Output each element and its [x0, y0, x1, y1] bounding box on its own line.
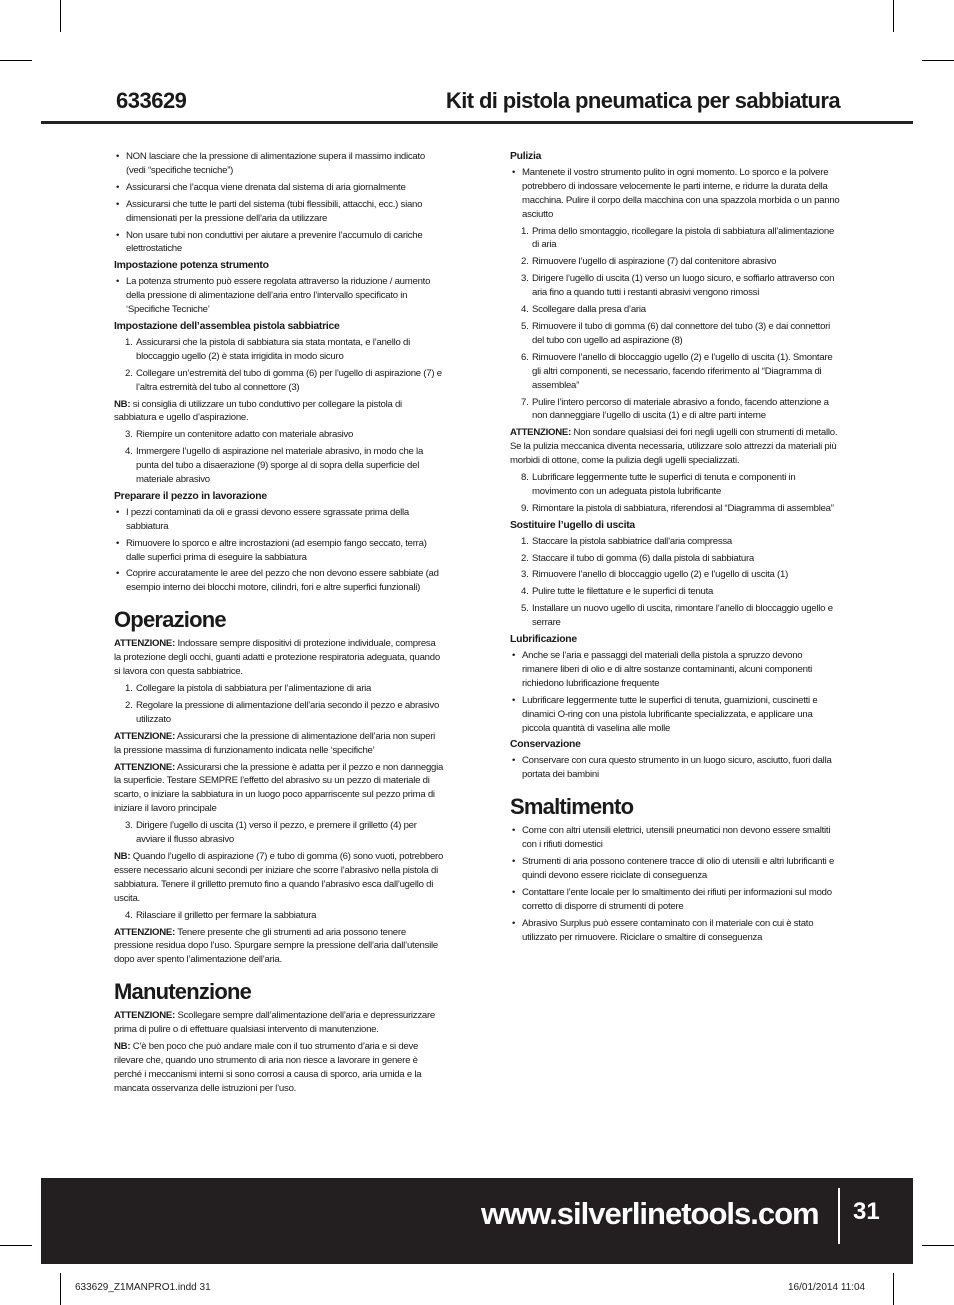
note: NB: si consiglia di utilizzare un tubo conduttivo per collegare la pistola di sabbiatura e ugello d’aspirazione.	[114, 398, 402, 424]
subheading: Pulizia	[510, 151, 542, 162]
list-item: • Mantenete il vostro strumento pulito in ogni momento. Lo sporco e la polvere potrebbero di indossare velocemente le parti interne, e ridurre la durata della macchina. Pulire il corpo della macchina con una spazzola morbida o un panno asciutto	[510, 166, 840, 222]
crop-mark	[893, 1273, 894, 1305]
list-item: • Lubrificare leggermente tutte le superfici di tenuta, guarnizioni, cuscinetti e dinamici O-ring con una pistola lubrificante specializzata, e applicare una piccola quantità di vaselina alle molle	[510, 694, 840, 736]
list-item: • Contattare l’ente locale per lo smaltimento dei rifiuti per informazioni sul modo corretto di disporre di strumenti di potere	[510, 886, 840, 914]
numbered-item: 4. Pulire tutte le filettature e le superfici di tenuta	[521, 586, 714, 598]
slug-date: 16/01/2014 11:04	[788, 1282, 866, 1293]
list-item: • NON lasciare che la pressione di alimentazione supera il massimo indicato (vedi “specifiche tecniche”)	[114, 150, 444, 178]
header-rule	[41, 121, 913, 124]
crop-mark	[60, 0, 61, 32]
numbered-item: 1. Prima dello smontaggio, ricollegare la pistola di sabbiatura all’alimentazione di aria	[521, 225, 835, 251]
footer-bar	[41, 1178, 913, 1264]
crop-mark	[60, 1273, 61, 1305]
warning: ATTENZIONE: Non sondare qualsiasi dei fori negli ugelli con strumenti di metallo. Se la pulizia meccanica diventa necessaria, utilizzare solo attrezzi da materiali più morbidi di ottone, come la pulizia degli ugelli specializzati.	[510, 427, 838, 467]
numbered-item: 3. Dirigere l’ugello di uscita (1) verso un luogo sicuro, e soffiarlo attraverso con aria fino a quando tutti i restanti abrasivi vengono rimossi	[521, 273, 835, 299]
subheading: Impostazione dell’assemblea pistola sabbiatrice	[114, 320, 340, 332]
numbered-item: 1. Assicurarsi che la pistola di sabbiatura sia stata montata, e l’anello di bloccaggio ugello (2) è stata irrigidita in modo sicuro	[125, 336, 410, 362]
numbered-item: 3. Dirigere l’ugello di uscita (1) verso il pezzo, e premere il grilletto (4) per avviare il flusso abrasivo	[125, 820, 417, 846]
list-item: • Coprire accuratamente le aree del pezzo che non devono essere sabbiate (ad esempio interno dei blocchi motore, cilindri, fori e altre superfici funzionali)	[114, 567, 444, 595]
numbered-item: 4. Scollegare dalla presa d’aria	[521, 304, 646, 316]
numbered-item: 2. Staccare il tubo di gomma (6) dalla pistola di sabbiatura	[521, 552, 754, 564]
list-item: • Abrasivo Surplus può essere contaminato con il materiale con cui è stato utilizzato per rimuovere. Riciclare o smaltire di conseguenza	[510, 917, 840, 945]
section-heading-operazione: Operazione	[114, 607, 226, 633]
numbered-item: 3. Rimuovere l’anello di bloccaggio ugello (2) e l’ugello di uscita (1)	[521, 569, 789, 581]
page-number: 31	[853, 1198, 880, 1225]
section-heading-manutenzione: Manutenzione	[114, 979, 252, 1005]
numbered-item: 6. Rimuovere l’anello di bloccaggio ugello (2) e l’ugello di uscita (1). Smontare gli altri componenti, se necessario, facendo riferimento al “Diagramma di assemblea”	[521, 351, 833, 391]
list-item: • Assicurarsi che l’acqua viene drenata dal sistema di aria giornalmente	[114, 181, 444, 195]
list-item: • La potenza strumento può essere regolata attraverso la riduzione / aumento della pressione di alimentazione dell’aria entro l’intervallo specificato in ‘Specifiche Tecniche’	[114, 275, 444, 317]
note: NB: C’è ben poco che può andare male con il tuo strumento d’aria e si deve rilevare che, quando uno strumento di aria non riesce a lavorare in genere è perché i meccanismi interni si sono corrosi a causa di sporco, aria umida e la mancata osservanza delle istruzioni per l’uso.	[114, 1041, 422, 1094]
left-column	[114, 150, 444, 1099]
warning: ATTENZIONE: Indossare sempre dispositivi di protezione individuale, compresa la protezione degli occhi, guanti adatti e protezione respiratoria adeguata, quando si lavora con questa sabbiatrice.	[114, 638, 440, 678]
page-title: Kit di pistola pneumatica per sabbiatura	[445, 88, 840, 113]
subheading: Conservazione	[510, 739, 581, 751]
page-header	[116, 88, 840, 118]
right-column	[510, 150, 840, 947]
numbered-item: 2. Regolare la pressione di alimentazione dell’aria secondo il pezzo e abrasivo utilizzato	[125, 699, 440, 725]
crop-mark	[922, 1245, 954, 1246]
section-heading-smaltimento: Smaltimento	[510, 794, 634, 820]
warning: ATTENZIONE: Tenere presente che gli strumenti ad aria possono tenere pressione residua dopo l’uso. Spurgare sempre la pressione dell’aria dall’utensile dopo aver spento l’alimentazione dell’aria.	[114, 926, 439, 966]
crop-mark	[893, 0, 894, 32]
numbered-item: 4. Rilasciare il grilletto per fermare la sabbiatura	[125, 909, 317, 921]
subheading: Lubrificazione	[510, 634, 577, 646]
list-item: • I pezzi contaminati da oli e grassi devono essere sgrassate prima della sabbiatura	[114, 506, 444, 534]
product-code: 633629	[116, 88, 187, 113]
list-item: • Non usare tubi non conduttivi per aiutare a prevenire l’accumulo di cariche elettrostatiche	[114, 229, 444, 257]
numbered-item: 5. Installare un nuovo ugello di uscita, rimontare l’anello di bloccaggio ugello e serrare	[521, 603, 833, 629]
subheading: Sostituire l’ugello di uscita	[510, 519, 635, 531]
list-item: • Strumenti di aria possono contenere tracce di olio di utensili e altri lubrificanti e quindi devono essere riciclate di conseguenza	[510, 855, 840, 883]
numbered-item: 1. Staccare la pistola sabbiatrice dall’aria compressa	[521, 535, 733, 547]
website-url: www.silverlinetools.com	[481, 1196, 819, 1231]
list-item: • Rimuovere lo sporco e altre incrostazioni (ad esempio fango seccato, terra) dalle superfici prima di eseguire la sabbiatura	[114, 537, 444, 565]
numbered-item: 1. Collegare la pistola di sabbiatura per l’alimentazione di aria	[125, 683, 372, 694]
numbered-item: 3. Riempire un contenitore adatto con materiale abrasivo	[125, 429, 354, 441]
warning: ATTENZIONE: Scollegare sempre dall’alimentazione dell’aria e depressurizzare prima di pulire o di effettuare qualsiasi intervento di manutenzione.	[114, 1010, 436, 1036]
numbered-item: 4. Immergere l’ugello di aspirazione nel materiale abrasivo, in modo che la punta del tubo a disaerazione (9) sporge al di sopra della superficie del materiale abrasivo	[125, 446, 424, 486]
list-item: • Conservare con cura questo strumento in un luogo sicuro, asciutto, fuori dalla portata dei bambini	[510, 754, 840, 782]
subheading: Preparare il pezzo in lavorazione	[114, 490, 267, 502]
warning: ATTENZIONE: Assicurarsi che la pressione di alimentazione dell’aria non superi la pressione massima di funzionamento indicata nelle ‘specifiche’	[114, 730, 436, 756]
bullet-list	[114, 150, 444, 256]
crop-mark	[0, 60, 32, 61]
footer-divider	[838, 1188, 840, 1244]
subheading: Impostazione potenza strumento	[114, 260, 269, 272]
list-item: • Assicurarsi che tutte le parti del sistema (tubi flessibili, attacchi, ecc.) siano dimensionati per la pressione dell’aria da utilizzare	[114, 198, 444, 226]
numbered-item: 7. Pulire l’intero percorso di materiale abrasivo a fondo, facendo attenzione a non danneggiare l’ugello di uscita (1) e di altre parti interne	[521, 396, 829, 422]
numbered-item: 5. Rimuovere il tubo di gomma (6) dal connettore del tubo (3) e dai connettori del tubo con ugello ad aspirazione (8)	[521, 320, 831, 346]
list-item: • Anche se l’aria e passaggi del materiali della pistola a spruzzo devono rimanere liberi di olio e di altre sostanze contaminanti, alcuni componenti richiedono lubrificazione frequente	[510, 649, 840, 691]
list-item: • Come con altri utensili elettrici, utensili pneumatici non devono essere smaltiti con i rifiuti domestici	[510, 824, 840, 852]
numbered-item: 2. Rimuovere l’ugello di aspirazione (7) dal contenitore abrasivo	[521, 256, 777, 268]
crop-mark	[0, 1245, 32, 1246]
crop-mark	[922, 60, 954, 61]
numbered-item: 2. Collegare un’estremità del tubo di gomma (6) per l’ugello di aspirazione (7) e l’altra estremità del tubo al connettore (3)	[125, 367, 442, 393]
note: NB: Quando l’ugello di aspirazione (7) e tubo di gomma (6) sono vuoti, potrebbero essere necessario alcuni secondi per iniziare che scorre l’abrasivo nella pistola di sabbiatura. Tenere il grilletto premuto fino a quando l’abrasivo esca dall’ugello di uscita.	[114, 850, 444, 904]
numbered-item: 9. Rimontare la pistola di sabbiatura, riferendosi al “Diagramma di assemblea”	[521, 502, 834, 514]
slug-filename: 633629_Z1MANPRO1.indd 31	[75, 1282, 211, 1293]
warning: ATTENZIONE: Assicurarsi che la pressione è adatta per il pezzo e non danneggia la superficie. Testare SEMPRE l’effetto del abrasivo su un pezzo di materiale di scarto, o iniziare la sabbiatura in un luogo poco apparriscente sul pezzo prima di iniziare il lavoro principale	[114, 761, 444, 815]
numbered-item: 8. Lubrificare leggermente tutte le superfici di tenuta e componenti in movimento con un adeguata pistola lubrificante	[521, 472, 796, 497]
